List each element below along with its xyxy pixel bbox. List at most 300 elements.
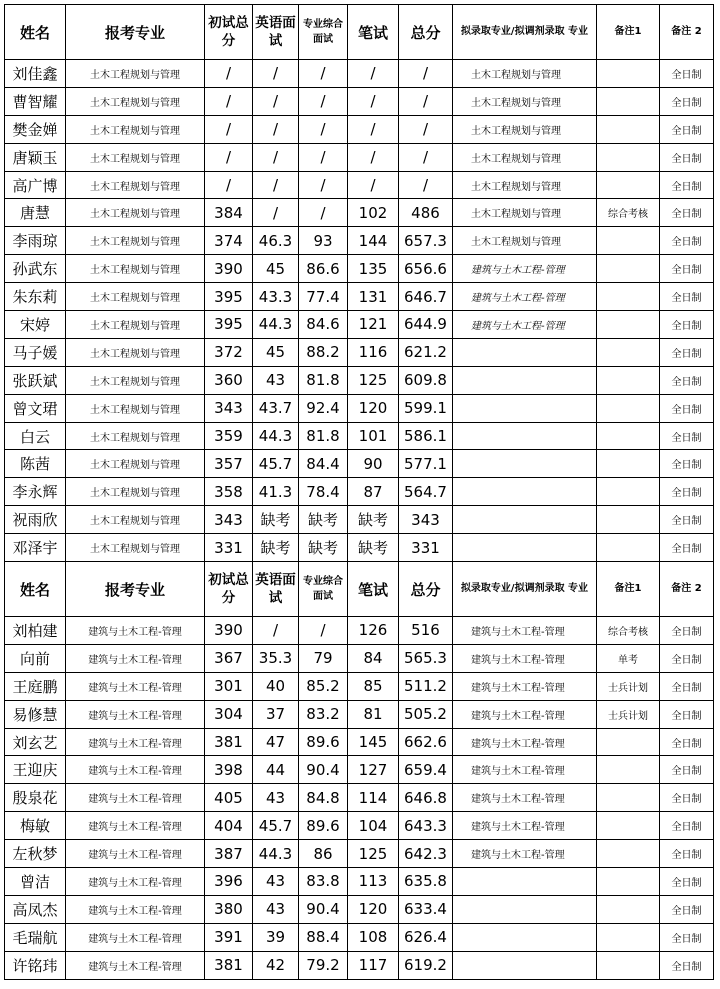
table-row	[5, 87, 714, 115]
note-1	[597, 422, 660, 450]
admission-major	[453, 868, 597, 896]
initial-score: 304	[205, 700, 253, 728]
professional-score: 90.4	[299, 895, 348, 923]
professional-score: /	[299, 115, 348, 143]
total-score: 565.3	[399, 644, 453, 672]
admission-major	[453, 923, 597, 951]
total-score: 599.1	[399, 394, 453, 422]
header-total: 总分	[399, 5, 453, 60]
applied-major: 土木工程规划与管理	[66, 338, 205, 366]
english-score: /	[253, 60, 299, 88]
professional-score: 84.8	[299, 784, 348, 812]
written-score: /	[348, 171, 399, 199]
total-score: /	[399, 87, 453, 115]
note-1	[597, 728, 660, 756]
initial-score: 359	[205, 422, 253, 450]
initial-score: /	[205, 171, 253, 199]
initial-score: 384	[205, 199, 253, 227]
student-name: 刘玄艺	[5, 728, 66, 756]
professional-score: 83.8	[299, 868, 348, 896]
english-score: /	[253, 143, 299, 171]
english-score: 41.3	[253, 478, 299, 506]
written-score: 84	[348, 644, 399, 672]
table-row	[5, 366, 714, 394]
english-score: 43	[253, 784, 299, 812]
initial-score: 374	[205, 227, 253, 255]
admission-major: 建筑与土木工程-管理	[453, 812, 597, 840]
written-score: 135	[348, 255, 399, 283]
written-score: 90	[348, 450, 399, 478]
initial-score: 391	[205, 923, 253, 951]
table-row	[5, 617, 714, 645]
table-row	[5, 143, 714, 171]
note-1	[597, 87, 660, 115]
student-name: 邓泽宇	[5, 534, 66, 562]
applied-major: 土木工程规划与管理	[66, 115, 205, 143]
admission-major: 土木工程规划与管理	[453, 227, 597, 255]
applied-major: 土木工程规划与管理	[66, 171, 205, 199]
study-mode: 全日制	[660, 143, 714, 171]
admission-major: 建筑与土木工程-管理	[453, 700, 597, 728]
admission-major: 建筑与土木工程-管理	[453, 728, 597, 756]
applied-major: 建筑与土木工程-管理	[66, 784, 205, 812]
header-major: 报考专业	[66, 562, 205, 617]
applied-major: 土木工程规划与管理	[66, 478, 205, 506]
english-score: 43.3	[253, 283, 299, 311]
admission-major: 土木工程规划与管理	[453, 171, 597, 199]
written-score: /	[348, 115, 399, 143]
note-1	[597, 951, 660, 979]
total-score: 609.8	[399, 366, 453, 394]
initial-score: 404	[205, 812, 253, 840]
note-1: 综合考核	[597, 617, 660, 645]
table-row	[5, 728, 714, 756]
study-mode: 全日制	[660, 895, 714, 923]
total-score: 633.4	[399, 895, 453, 923]
applied-major: 土木工程规划与管理	[66, 422, 205, 450]
initial-score: 396	[205, 868, 253, 896]
applied-major: 建筑与土木工程-管理	[66, 951, 205, 979]
header-professional-interview: 专业综合面试	[299, 5, 348, 60]
note-1	[597, 450, 660, 478]
professional-score: 90.4	[299, 756, 348, 784]
header-english-interview: 英语面试	[253, 562, 299, 617]
initial-score: 331	[205, 534, 253, 562]
written-score: 81	[348, 700, 399, 728]
note-1: 单考	[597, 644, 660, 672]
table-row	[5, 422, 714, 450]
professional-score: 86.6	[299, 255, 348, 283]
english-score: 44.3	[253, 840, 299, 868]
applied-major: 土木工程规划与管理	[66, 87, 205, 115]
note-1: 士兵计划	[597, 672, 660, 700]
admission-major: 建筑与土木工程-管理	[453, 784, 597, 812]
table-row	[5, 868, 714, 896]
admission-major: 建筑与土木工程-管理	[453, 840, 597, 868]
initial-score: 380	[205, 895, 253, 923]
study-mode: 全日制	[660, 283, 714, 311]
admission-table	[4, 4, 714, 980]
study-mode: 全日制	[660, 728, 714, 756]
student-name: 宋婷	[5, 311, 66, 339]
admission-major: 建筑与土木工程-管理	[453, 283, 597, 311]
english-score: 43	[253, 868, 299, 896]
written-score: 125	[348, 840, 399, 868]
initial-score: 372	[205, 338, 253, 366]
header-english-interview: 英语面试	[253, 5, 299, 60]
student-name: 高凤杰	[5, 895, 66, 923]
note-1	[597, 171, 660, 199]
note-1	[597, 506, 660, 534]
table-row	[5, 394, 714, 422]
table-row	[5, 895, 714, 923]
header-admission-major: 拟录取专业/拟调剂录取 专业	[453, 562, 597, 617]
header-written: 笔试	[348, 562, 399, 617]
english-score: 缺考	[253, 506, 299, 534]
student-name: 曾文珺	[5, 394, 66, 422]
applied-major: 建筑与土木工程-管理	[66, 812, 205, 840]
english-score: 44.3	[253, 311, 299, 339]
student-name: 曹智耀	[5, 87, 66, 115]
english-score: 45.7	[253, 450, 299, 478]
professional-score: 88.2	[299, 338, 348, 366]
study-mode: 全日制	[660, 422, 714, 450]
written-score: /	[348, 60, 399, 88]
note-1	[597, 283, 660, 311]
note-1	[597, 534, 660, 562]
table-row	[5, 784, 714, 812]
admission-major	[453, 422, 597, 450]
total-score: 619.2	[399, 951, 453, 979]
english-score: /	[253, 617, 299, 645]
written-score: 131	[348, 283, 399, 311]
table-row	[5, 812, 714, 840]
written-score: 145	[348, 728, 399, 756]
total-score: 662.6	[399, 728, 453, 756]
admission-major	[453, 338, 597, 366]
table-row	[5, 450, 714, 478]
header-row	[5, 5, 714, 60]
study-mode: 全日制	[660, 478, 714, 506]
applied-major: 建筑与土木工程-管理	[66, 895, 205, 923]
applied-major: 土木工程规划与管理	[66, 311, 205, 339]
study-mode: 全日制	[660, 60, 714, 88]
total-score: 564.7	[399, 478, 453, 506]
initial-score: 387	[205, 840, 253, 868]
english-score: 45	[253, 338, 299, 366]
student-name: 向前	[5, 644, 66, 672]
table-row	[5, 255, 714, 283]
study-mode: 全日制	[660, 311, 714, 339]
admission-major: 建筑与土木工程-管理	[453, 672, 597, 700]
total-score: 626.4	[399, 923, 453, 951]
header-note-1: 备注1	[597, 5, 660, 60]
applied-major: 土木工程规划与管理	[66, 394, 205, 422]
english-score: 44.3	[253, 422, 299, 450]
applied-major: 土木工程规划与管理	[66, 283, 205, 311]
header-initial-total: 初试总分	[205, 562, 253, 617]
header-note-2: 备注 2	[660, 5, 714, 60]
study-mode: 全日制	[660, 171, 714, 199]
admission-major: 土木工程规划与管理	[453, 87, 597, 115]
professional-score: 81.8	[299, 422, 348, 450]
student-name: 刘柏建	[5, 617, 66, 645]
initial-score: /	[205, 143, 253, 171]
study-mode: 全日制	[660, 756, 714, 784]
initial-score: /	[205, 87, 253, 115]
student-name: 白云	[5, 422, 66, 450]
student-name: 高广博	[5, 171, 66, 199]
header-total: 总分	[399, 562, 453, 617]
admission-major: 土木工程规划与管理	[453, 143, 597, 171]
header-initial-total: 初试总分	[205, 5, 253, 60]
applied-major: 土木工程规划与管理	[66, 60, 205, 88]
english-score: 缺考	[253, 534, 299, 562]
total-score: 621.2	[399, 338, 453, 366]
student-name: 唐颖玉	[5, 143, 66, 171]
applied-major: 建筑与土木工程-管理	[66, 840, 205, 868]
professional-score: 86	[299, 840, 348, 868]
study-mode: 全日制	[660, 450, 714, 478]
professional-score: 88.4	[299, 923, 348, 951]
applied-major: 土木工程规划与管理	[66, 255, 205, 283]
professional-score: /	[299, 199, 348, 227]
written-score: 113	[348, 868, 399, 896]
applied-major: 土木工程规划与管理	[66, 366, 205, 394]
english-score: /	[253, 171, 299, 199]
note-1	[597, 756, 660, 784]
written-score: 120	[348, 394, 399, 422]
header-note-1: 备注1	[597, 562, 660, 617]
total-score: 343	[399, 506, 453, 534]
total-score: 505.2	[399, 700, 453, 728]
table-row	[5, 338, 714, 366]
total-score: /	[399, 171, 453, 199]
professional-score: 84.4	[299, 450, 348, 478]
english-score: 43	[253, 366, 299, 394]
student-name: 李雨琼	[5, 227, 66, 255]
professional-score: 89.6	[299, 812, 348, 840]
written-score: /	[348, 87, 399, 115]
study-mode: 全日制	[660, 506, 714, 534]
table-row	[5, 534, 714, 562]
written-score: /	[348, 143, 399, 171]
professional-score: 81.8	[299, 366, 348, 394]
student-name: 孙武东	[5, 255, 66, 283]
english-score: 44	[253, 756, 299, 784]
note-1	[597, 394, 660, 422]
note-1	[597, 60, 660, 88]
header-name: 姓名	[5, 562, 66, 617]
table-row	[5, 840, 714, 868]
student-name: 王庭鹏	[5, 672, 66, 700]
note-1	[597, 812, 660, 840]
professional-score: 79.2	[299, 951, 348, 979]
admission-major	[453, 478, 597, 506]
student-name: 易修慧	[5, 700, 66, 728]
table-row	[5, 227, 714, 255]
english-score: 43	[253, 895, 299, 923]
student-name: 马子媛	[5, 338, 66, 366]
english-score: 43.7	[253, 394, 299, 422]
professional-score: 78.4	[299, 478, 348, 506]
professional-score: /	[299, 87, 348, 115]
english-score: /	[253, 115, 299, 143]
english-score: /	[253, 199, 299, 227]
study-mode: 全日制	[660, 700, 714, 728]
initial-score: /	[205, 60, 253, 88]
table-row	[5, 923, 714, 951]
admission-major: 土木工程规划与管理	[453, 115, 597, 143]
applied-major: 土木工程规划与管理	[66, 143, 205, 171]
english-score: 39	[253, 923, 299, 951]
table-row	[5, 283, 714, 311]
table-row	[5, 756, 714, 784]
header-major: 报考专业	[66, 5, 205, 60]
admission-major: 建筑与土木工程-管理	[453, 255, 597, 283]
applied-major: 土木工程规划与管理	[66, 199, 205, 227]
applied-major: 土木工程规划与管理	[66, 227, 205, 255]
written-score: 85	[348, 672, 399, 700]
total-score: 657.3	[399, 227, 453, 255]
applied-major: 建筑与土木工程-管理	[66, 756, 205, 784]
total-score: 656.6	[399, 255, 453, 283]
english-score: 35.3	[253, 644, 299, 672]
initial-score: 390	[205, 617, 253, 645]
english-score: /	[253, 87, 299, 115]
english-score: 47	[253, 728, 299, 756]
student-name: 朱东莉	[5, 283, 66, 311]
note-1	[597, 143, 660, 171]
note-1	[597, 840, 660, 868]
total-score: 643.3	[399, 812, 453, 840]
note-1	[597, 868, 660, 896]
applied-major: 建筑与土木工程-管理	[66, 617, 205, 645]
professional-score: 93	[299, 227, 348, 255]
admission-major: 土木工程规划与管理	[453, 199, 597, 227]
student-name: 左秋梦	[5, 840, 66, 868]
study-mode: 全日制	[660, 784, 714, 812]
study-mode: 全日制	[660, 923, 714, 951]
student-name: 许铭玮	[5, 951, 66, 979]
professional-score: 83.2	[299, 700, 348, 728]
admission-major: 建筑与土木工程-管理	[453, 644, 597, 672]
study-mode: 全日制	[660, 672, 714, 700]
initial-score: 301	[205, 672, 253, 700]
total-score: /	[399, 143, 453, 171]
professional-score: 92.4	[299, 394, 348, 422]
header-note-2: 备注 2	[660, 562, 714, 617]
admission-major	[453, 951, 597, 979]
admission-major: 土木工程规划与管理	[453, 60, 597, 88]
professional-score: /	[299, 143, 348, 171]
initial-score: 360	[205, 366, 253, 394]
student-name: 梅敏	[5, 812, 66, 840]
header-admission-major: 拟录取专业/拟调剂录取 专业	[453, 5, 597, 60]
admission-major	[453, 534, 597, 562]
total-score: 331	[399, 534, 453, 562]
english-score: 42	[253, 951, 299, 979]
written-score: 121	[348, 311, 399, 339]
total-score: 511.2	[399, 672, 453, 700]
professional-score: 缺考	[299, 534, 348, 562]
header-row	[5, 562, 714, 617]
initial-score: 398	[205, 756, 253, 784]
initial-score: 381	[205, 728, 253, 756]
professional-score: 79	[299, 644, 348, 672]
applied-major: 建筑与土木工程-管理	[66, 700, 205, 728]
study-mode: 全日制	[660, 812, 714, 840]
initial-score: 405	[205, 784, 253, 812]
english-score: 46.3	[253, 227, 299, 255]
study-mode: 全日制	[660, 227, 714, 255]
written-score: 缺考	[348, 506, 399, 534]
initial-score: 343	[205, 506, 253, 534]
student-name: 王迎庆	[5, 756, 66, 784]
admission-major	[453, 895, 597, 923]
note-1	[597, 311, 660, 339]
initial-score: 357	[205, 450, 253, 478]
note-1	[597, 923, 660, 951]
student-name: 张跃斌	[5, 366, 66, 394]
table-row	[5, 644, 714, 672]
admission-major	[453, 506, 597, 534]
initial-score: 395	[205, 311, 253, 339]
student-name: 刘佳鑫	[5, 60, 66, 88]
admission-major	[453, 394, 597, 422]
study-mode: 全日制	[660, 199, 714, 227]
total-score: 577.1	[399, 450, 453, 478]
total-score: 646.8	[399, 784, 453, 812]
study-mode: 全日制	[660, 255, 714, 283]
written-score: 108	[348, 923, 399, 951]
note-1	[597, 895, 660, 923]
note-1: 士兵计划	[597, 700, 660, 728]
applied-major: 建筑与土木工程-管理	[66, 672, 205, 700]
written-score: 127	[348, 756, 399, 784]
note-1: 综合考核	[597, 199, 660, 227]
english-score: 37	[253, 700, 299, 728]
student-name: 殷泉花	[5, 784, 66, 812]
admission-major: 建筑与土木工程-管理	[453, 756, 597, 784]
initial-score: 390	[205, 255, 253, 283]
table-row	[5, 951, 714, 979]
written-score: 114	[348, 784, 399, 812]
applied-major: 建筑与土木工程-管理	[66, 923, 205, 951]
professional-score: 85.2	[299, 672, 348, 700]
initial-score: 358	[205, 478, 253, 506]
written-score: 102	[348, 199, 399, 227]
written-score: 117	[348, 951, 399, 979]
study-mode: 全日制	[660, 115, 714, 143]
table-row	[5, 115, 714, 143]
admission-major	[453, 450, 597, 478]
initial-score: /	[205, 115, 253, 143]
study-mode: 全日制	[660, 338, 714, 366]
total-score: 586.1	[399, 422, 453, 450]
written-score: 144	[348, 227, 399, 255]
student-name: 唐慧	[5, 199, 66, 227]
professional-score: 84.6	[299, 311, 348, 339]
admission-major: 建筑与土木工程-管理	[453, 617, 597, 645]
study-mode: 全日制	[660, 868, 714, 896]
total-score: 646.7	[399, 283, 453, 311]
note-1	[597, 227, 660, 255]
professional-score: /	[299, 171, 348, 199]
table-row	[5, 700, 714, 728]
applied-major: 建筑与土木工程-管理	[66, 644, 205, 672]
table-row	[5, 60, 714, 88]
